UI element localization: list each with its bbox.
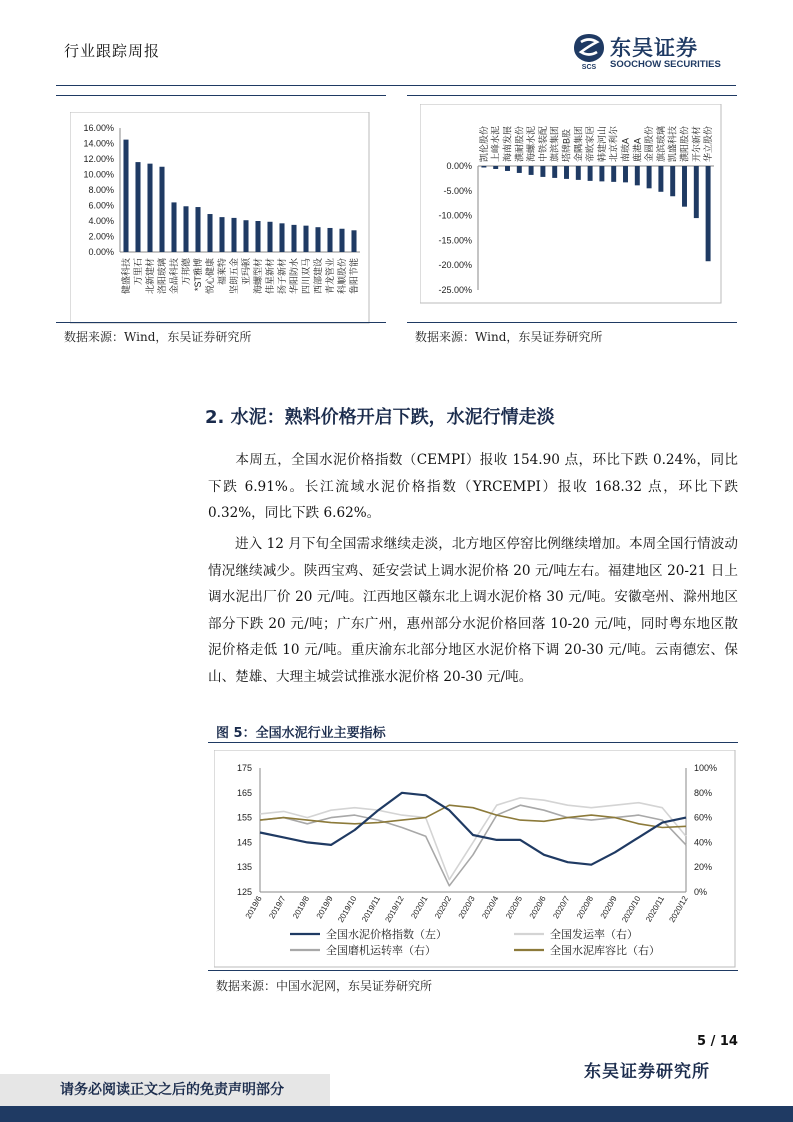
left-figure-top-rule xyxy=(56,95,386,96)
bar xyxy=(623,166,628,182)
paragraph-2 xyxy=(208,531,738,690)
bar xyxy=(682,166,687,207)
x-tick-label: 旗滨玻璃 xyxy=(655,125,666,162)
top-losers-bar-chart xyxy=(420,104,722,304)
y-tick-label: 4.00% xyxy=(88,216,114,226)
logo-english-name: SOOCHOW SECURITIES xyxy=(610,59,721,70)
bar xyxy=(351,230,356,252)
series-line xyxy=(260,805,686,886)
bar xyxy=(255,221,260,252)
bar xyxy=(670,166,675,196)
x-tick-label: 凯盛科技 xyxy=(667,125,678,162)
right-y-tick-label: 100% xyxy=(694,763,718,773)
left-y-tick-label: 165 xyxy=(236,787,252,798)
right-y-tick-label: 0% xyxy=(694,887,708,897)
x-tick-label: 鲁阳节能 xyxy=(349,258,359,295)
left-y-tick-label: 155 xyxy=(236,812,252,823)
bar xyxy=(564,166,569,179)
bar xyxy=(171,202,176,252)
figure-5-source: 数据来源：中国水泥网，东吴证券研究所 xyxy=(216,979,433,993)
legend-label: 全国发运率（右） xyxy=(550,929,638,941)
x-tick-label: 2020/7 xyxy=(551,894,572,921)
bar xyxy=(183,206,188,252)
y-tick-label: 8.00% xyxy=(88,185,114,195)
bar xyxy=(327,228,332,252)
bar xyxy=(611,166,616,182)
y-tick-label: 0.00% xyxy=(88,247,114,257)
y-tick-label: -5.00% xyxy=(443,185,472,196)
x-tick-label: 塔牌B股 xyxy=(561,128,572,162)
bar xyxy=(159,167,164,252)
bottom-band xyxy=(0,1106,793,1122)
bar xyxy=(481,166,486,167)
x-tick-label: 2019/10 xyxy=(336,894,359,925)
x-tick-label: 2019/6 xyxy=(243,894,264,921)
top-gainers-bar-chart xyxy=(70,112,370,324)
x-tick-label: *ST雅博 xyxy=(193,258,203,292)
logo-mark-text: SCS xyxy=(581,64,597,70)
bar xyxy=(576,166,581,180)
x-tick-label: 海螺型材 xyxy=(253,258,263,295)
paragraph-2-text: 进入 12 月下旬全国需求继续走淡，北方地区停窑比例继续增加。本周全国行情波动情况继续减少。陕西宝鸡、延安尝试上调水泥价格 20 元/吨左右。福建地区 20-21 日上调水泥出厂价 20 元/吨。江西地区赣东北上调水泥价格 30 元/吨。安徽亳州、滁州地区部分下跌 20 元/吨；广东广州，惠州部分水泥价格回落 10-20 元/吨，同时粤东地区散泥价格走低 10 元/吨。重庆渝东北部分地区水泥价格下调 20-30 元/吨。云南德宏、保山、楚雄、大理主城尝试推涨水泥价格 20-30 元/吨。 xyxy=(208,536,738,685)
bar xyxy=(529,166,534,175)
bar xyxy=(658,166,663,192)
bar xyxy=(505,166,510,171)
x-tick-label: 2019/12 xyxy=(383,894,406,925)
x-tick-label: 2020/10 xyxy=(620,894,643,925)
left-y-tick-label: 175 xyxy=(236,763,252,773)
x-tick-label: 健盛科技 xyxy=(121,258,131,295)
y-tick-label: 12.00% xyxy=(83,154,114,164)
x-tick-label: 青龙管业 xyxy=(325,258,335,295)
x-tick-label: 中铁装配 xyxy=(537,125,548,162)
y-tick-label: 10.00% xyxy=(83,169,114,180)
right-y-tick-label: 20% xyxy=(694,862,713,873)
x-tick-label: 金隅集团 xyxy=(573,125,584,162)
bar xyxy=(195,207,200,252)
x-tick-label: 南玻A xyxy=(620,137,631,162)
left-figure-source: 数据来源：Wind，东吴证券研究所 xyxy=(64,330,252,344)
scs-logo-icon xyxy=(572,32,606,70)
bar xyxy=(291,225,296,252)
bar xyxy=(694,166,699,218)
x-tick-label: 鹿港A xyxy=(632,137,643,162)
y-tick-label: -20.00% xyxy=(438,260,472,271)
x-tick-label: 上峰水泥 xyxy=(490,125,501,162)
x-tick-label: 濮耐股份 xyxy=(514,125,525,162)
x-tick-label: 海南发展 xyxy=(502,125,513,162)
bar xyxy=(243,220,248,252)
footer-organization: 东吴证券研究所 xyxy=(584,1062,710,1082)
bar xyxy=(135,162,140,252)
bar xyxy=(123,140,128,252)
x-tick-label: 2020/9 xyxy=(598,894,619,921)
report-section-label: 行业跟踪周报 xyxy=(64,42,161,60)
x-tick-label: 伟星新材 xyxy=(265,258,275,295)
left-y-tick-label: 135 xyxy=(236,862,252,873)
x-tick-label: 2020/4 xyxy=(480,894,501,921)
bar xyxy=(267,222,272,252)
y-tick-label: 6.00% xyxy=(88,200,114,211)
x-tick-label: 2020/12 xyxy=(667,894,690,925)
legend-label: 全国水泥价格指数（左） xyxy=(326,929,447,941)
x-tick-label: 金晶科技 xyxy=(169,258,179,295)
right-figure-source: 数据来源：Wind，东吴证券研究所 xyxy=(415,330,603,344)
x-tick-label: 2020/11 xyxy=(644,894,667,924)
y-tick-label: 14.00% xyxy=(83,138,114,149)
section-title: 2. 水泥：熟料价格开启下跌，水泥行情走淡 xyxy=(205,407,555,428)
x-tick-label: 韩建河山 xyxy=(596,125,607,162)
x-tick-label: 2020/3 xyxy=(456,894,477,921)
figure-5-bottom-rule xyxy=(208,970,738,971)
x-tick-label: 2020/5 xyxy=(504,894,525,921)
x-tick-label: 华立股份 xyxy=(703,125,714,162)
left-y-tick-label: 145 xyxy=(236,837,252,848)
x-tick-label: 2020/2 xyxy=(433,894,454,921)
y-tick-label: -15.00% xyxy=(438,235,472,246)
bar xyxy=(493,166,498,169)
bar xyxy=(219,217,224,252)
bar xyxy=(517,166,522,173)
right-y-tick-label: 80% xyxy=(694,787,713,798)
x-tick-label: 洛阳玻璃 xyxy=(157,258,167,295)
left-figure-bottom-rule xyxy=(56,322,386,323)
page-number: 5 / 14 xyxy=(697,1034,738,1049)
x-tick-label: 2020/8 xyxy=(575,894,596,921)
paragraph-1-text: 本周五，全国水泥价格指数（CEMPI）报收 154.90 点，环比下跌 0.24%，同比下跌 6.91%。长江流域水泥价格指数（YRCEMPI）报收 168.32 点，环比下跌 0.32%，同比下跌 6.62%。 xyxy=(208,452,738,521)
x-tick-label: 2019/7 xyxy=(267,894,288,921)
x-tick-label: 帝欧家居 xyxy=(585,125,596,162)
x-tick-label: 坚朗五金 xyxy=(229,258,239,295)
right-y-tick-label: 40% xyxy=(694,837,713,848)
bar xyxy=(647,166,652,188)
figure-5-title: 图 5：全国水泥行业主要指标 xyxy=(216,726,386,741)
series-line xyxy=(260,798,686,880)
x-tick-label: 海螺水泥 xyxy=(526,125,537,162)
bar xyxy=(303,226,308,252)
company-logo xyxy=(572,32,732,72)
right-figure-top-rule xyxy=(407,95,737,96)
bar xyxy=(552,166,557,178)
x-tick-label: 2020/1 xyxy=(409,894,430,921)
x-tick-label: 旗滨集团 xyxy=(549,125,560,162)
bar xyxy=(315,227,320,252)
y-tick-label: 16.00% xyxy=(83,123,114,133)
header-rule xyxy=(56,85,736,86)
bar xyxy=(339,229,344,252)
x-tick-label: 华阳防水 xyxy=(289,258,299,295)
x-tick-label: 北京利尔 xyxy=(608,125,619,162)
x-tick-label: 2019/9 xyxy=(314,894,335,921)
bar xyxy=(147,164,152,252)
y-tick-label: 2.00% xyxy=(88,231,114,242)
x-tick-label: 开尔新材 xyxy=(691,125,702,162)
right-y-tick-label: 60% xyxy=(694,812,713,823)
figure-5-top-rule xyxy=(208,742,738,743)
x-tick-label: 北新建材 xyxy=(145,258,155,295)
right-figure-bottom-rule xyxy=(407,322,737,323)
bar xyxy=(706,166,711,261)
x-tick-label: 万邦德 xyxy=(181,258,191,286)
x-tick-label: 凯伦股份 xyxy=(478,125,489,162)
x-tick-label: 亚玛顿 xyxy=(241,258,251,286)
left-y-tick-label: 125 xyxy=(236,887,252,897)
bar xyxy=(279,223,284,252)
x-tick-label: 2020/6 xyxy=(527,894,548,921)
bar xyxy=(599,166,604,181)
x-tick-label: 2019/8 xyxy=(291,894,312,921)
bar xyxy=(635,166,640,185)
bar xyxy=(231,218,236,252)
disclaimer-text: 请务必阅读正文之后的免责声明部分 xyxy=(60,1082,284,1098)
legend-label: 全国水泥库容比（右） xyxy=(550,945,660,957)
bar xyxy=(207,214,212,252)
x-tick-label: 西部建设 xyxy=(313,258,323,295)
x-tick-label: 2019/11 xyxy=(360,894,383,924)
bar xyxy=(540,166,545,177)
cement-indicators-line-chart xyxy=(214,750,736,968)
x-tick-label: 万里石 xyxy=(133,258,143,286)
x-tick-label: 扬子新材 xyxy=(277,258,287,295)
x-tick-label: 金圆股份 xyxy=(644,125,655,162)
paragraph-1 xyxy=(208,447,738,527)
x-tick-label: 科顺股份 xyxy=(337,258,347,295)
y-tick-label: -25.00% xyxy=(438,285,472,295)
logo-chinese-name: 东吴证券 xyxy=(610,36,698,60)
bar xyxy=(588,166,593,181)
legend-label: 全国磨机运转率（右） xyxy=(326,945,436,957)
x-tick-label: 悦心健康 xyxy=(205,258,215,295)
x-tick-label: 四川双马 xyxy=(301,258,311,295)
y-tick-label: 0.00% xyxy=(446,161,472,171)
x-tick-label: 福莱特 xyxy=(217,258,227,286)
x-tick-label: 濮阳股份 xyxy=(679,125,690,162)
y-tick-label: -10.00% xyxy=(438,210,472,221)
